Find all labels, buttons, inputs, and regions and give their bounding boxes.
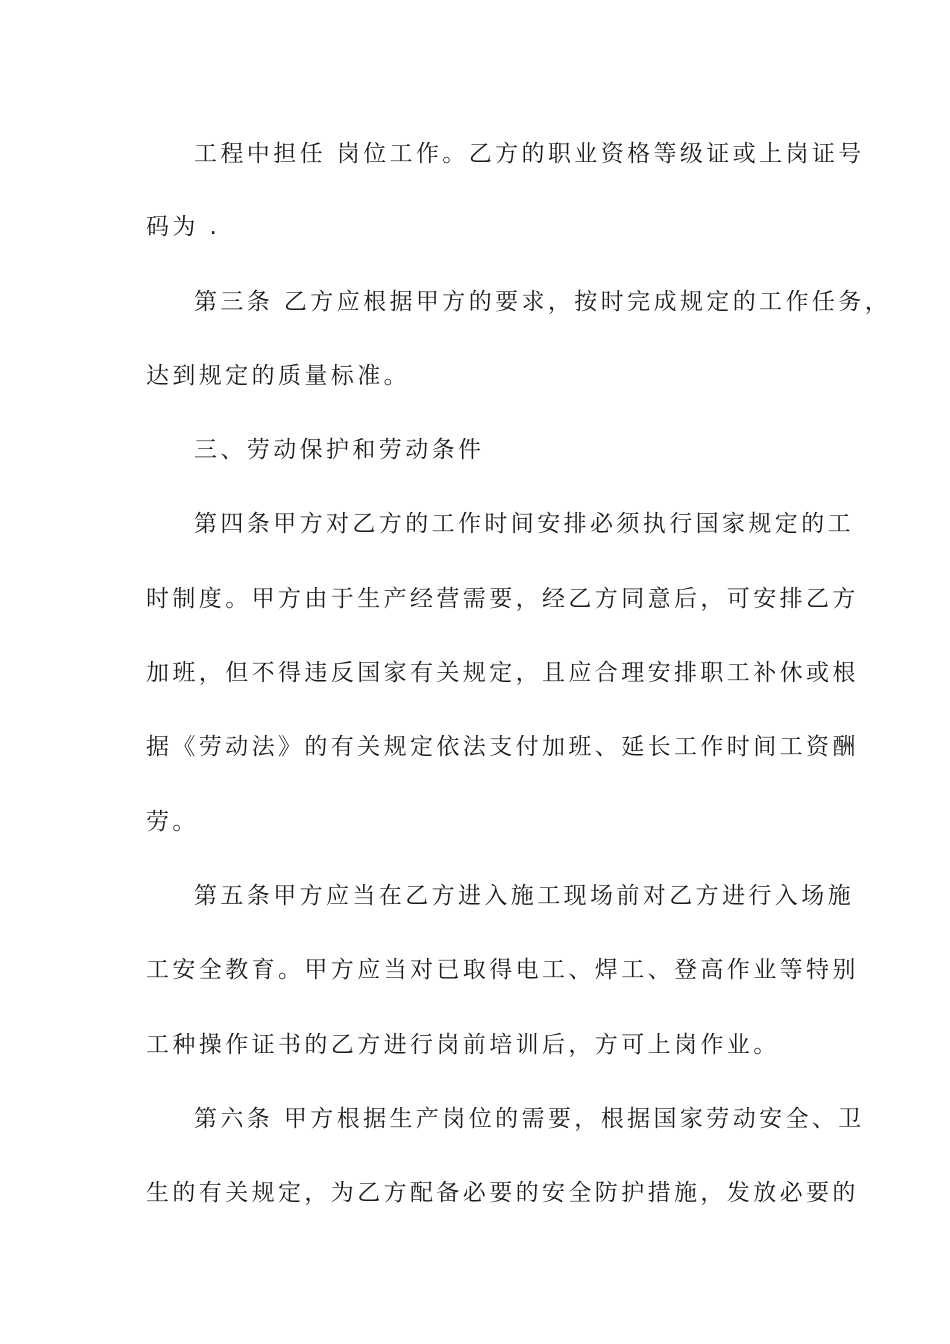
text-line: 第三条 乙方应根据甲方的要求，按时完成规定的工作任务，: [194, 289, 892, 315]
text-line: 工安全教育。甲方应当对已取得电工、焊工、登高作业等特别: [146, 957, 859, 983]
section-heading: 三、劳动保护和劳动条件: [194, 437, 485, 463]
text-line: 加班，但不得违反国家有关规定，且应合理安排职工补休或根: [146, 660, 859, 686]
text-line: 时制度。甲方由于生产经营需要，经乙方同意后，可安排乙方: [146, 586, 859, 612]
text-line: 码为 .: [146, 214, 221, 240]
text-line: 生的有关规定，为乙方配备必要的安全防护措施，发放必要的: [146, 1180, 859, 1206]
text-line: 工种操作证书的乙方进行岗前培训后，方可上岗作业。: [146, 1032, 780, 1058]
text-line: 据《劳动法》的有关规定依法支付加班、延长工作时间工资酬: [146, 734, 859, 760]
text-line: 第四条甲方对乙方的工作时间安排必须执行国家规定的工: [194, 511, 854, 537]
text-line: 第五条甲方应当在乙方进入施工现场前对乙方进行入场施: [194, 883, 854, 909]
text-line: 工程中担任 岗位工作。乙方的职业资格等级证或上岗证号: [194, 141, 865, 167]
text-line: 达到规定的质量标准。: [146, 363, 410, 389]
text-line: 劳。: [146, 809, 199, 835]
text-line: 第六条 甲方根据生产岗位的需要，根据国家劳动安全、卫: [194, 1106, 865, 1132]
